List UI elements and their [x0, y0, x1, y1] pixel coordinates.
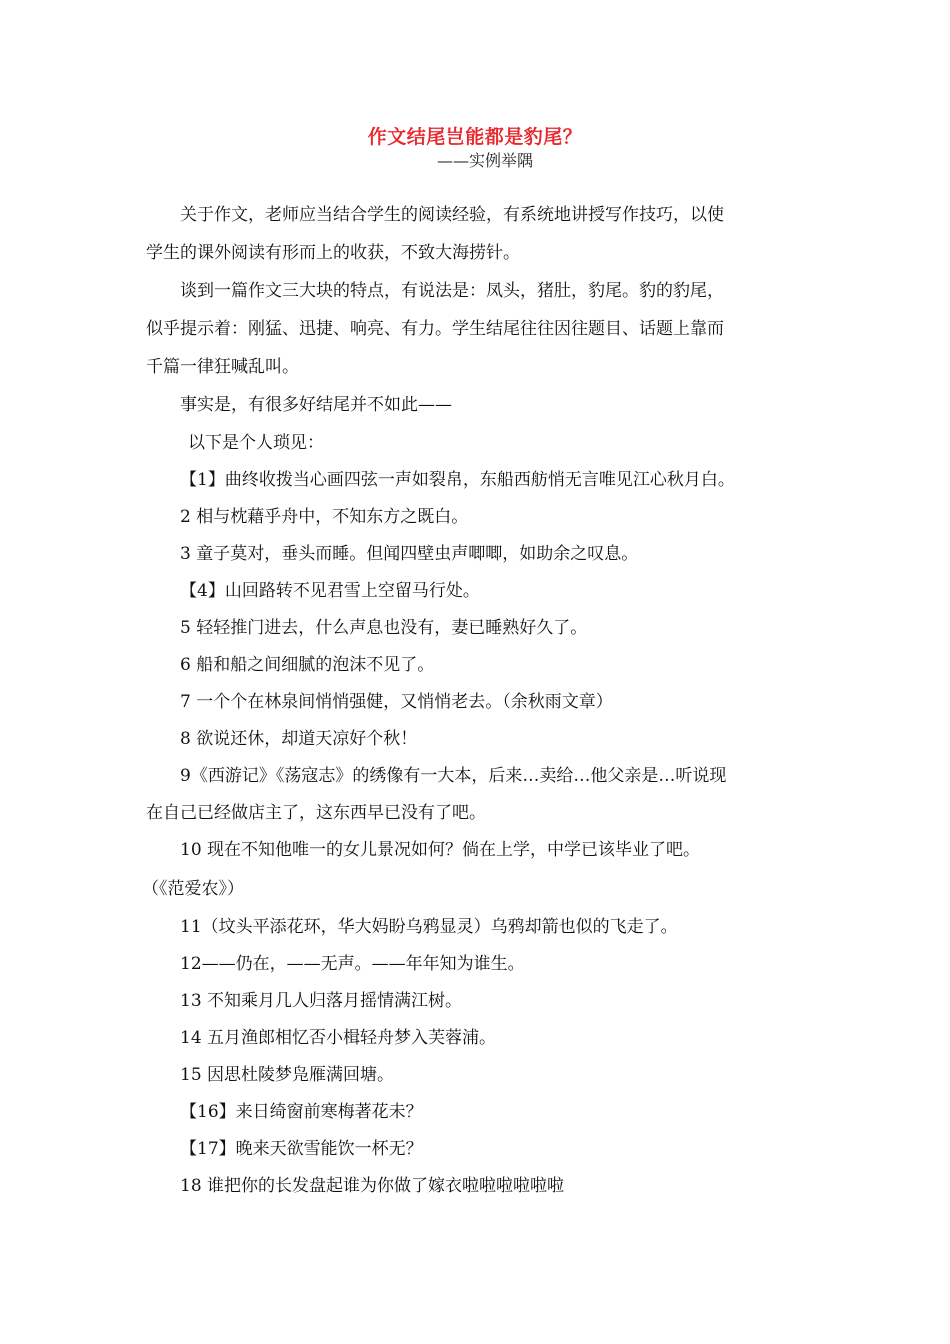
example-item: 7 一个个在林泉间悄悄强健，又悄悄老去。（余秋雨文章） — [180, 692, 613, 712]
document-subtitle: ——实例举隅 — [436, 151, 533, 170]
example-item: 13 不知乘月几人归落月摇情满江树。 — [180, 991, 463, 1011]
paragraph-1-line-1: 关于作文，老师应当结合学生的阅读经验，有系统地讲授写作技巧，以使 — [180, 205, 724, 225]
example-9-line-1: 9《西游记》《荡寇志》的绣像有一大本，后来…卖给…他父亲是…听说现 — [180, 766, 727, 786]
fact-line: 事实是，有很多好结尾并不如此—— — [180, 395, 452, 415]
example-10-source: （《范爱农》） — [142, 879, 244, 899]
example-item: 2 相与枕藉乎舟中，不知东方之既白。 — [180, 507, 469, 527]
paragraph-2-line-3: 千篇一律狂喊乱叫。 — [146, 357, 299, 377]
example-item: 【1】曲终收拨当心画四弦一声如裂帛，东船西舫悄无言唯见江心秋月白。 — [180, 470, 735, 490]
example-9-line-2: 在自己已经做店主了，这东西早已没有了吧。 — [146, 803, 486, 823]
example-item: 【4】山回路转不见君雪上空留马行处。 — [180, 581, 480, 601]
example-10-line-1: 10 现在不知他唯一的女儿景况如何？倘在上学，中学已该毕业了吧。 — [180, 840, 701, 860]
example-item: 11（坟头平添花环，华大妈盼乌鸦显灵）乌鸦却箭也似的飞走了。 — [180, 917, 678, 937]
example-item: 3 童子莫对，垂头而睡。但闻四壁虫声唧唧，如助余之叹息。 — [180, 544, 639, 564]
example-item: 12——仍在，——无声。——年年知为谁生。 — [180, 954, 525, 974]
paragraph-1-line-2: 学生的课外阅读有形而上的收获，不致大海捞针。 — [146, 243, 520, 263]
document-title: 作文结尾岂能都是豹尾？ — [367, 126, 583, 148]
document-body — [142, 196, 811, 1205]
example-item: 5 轻轻推门进去，什么声息也没有，妻已睡熟好久了。 — [180, 618, 588, 638]
example-item: 15 因思杜陵梦凫雁满回塘。 — [180, 1065, 395, 1085]
paragraph-2-line-1: 谈到一篇作文三大块的特点，有说法是：凤头，猪肚，豹尾。豹的豹尾， — [180, 281, 724, 301]
example-item: 14 五月渔郎相忆否小楫轻舟梦入芙蓉浦。 — [180, 1028, 497, 1048]
paragraph-2-line-2: 似乎提示着：刚猛、迅捷、响亮、有力。学生结尾往往因往题目、话题上靠而 — [146, 319, 724, 339]
intro-line: 以下是个人琐见： — [188, 433, 324, 453]
example-item: 【16】来日绮窗前寒梅著花未？ — [180, 1102, 423, 1122]
example-item: 8 欲说还休，却道天凉好个秋！ — [180, 729, 418, 749]
example-item: 【17】晚来天欲雪能饮一杯无？ — [180, 1139, 423, 1159]
example-item: 18 谁把你的长发盘起谁为你做了嫁衣啦啦啦啦啦啦 — [180, 1176, 565, 1196]
example-item: 6 船和船之间细腻的泡沫不见了。 — [180, 655, 435, 675]
